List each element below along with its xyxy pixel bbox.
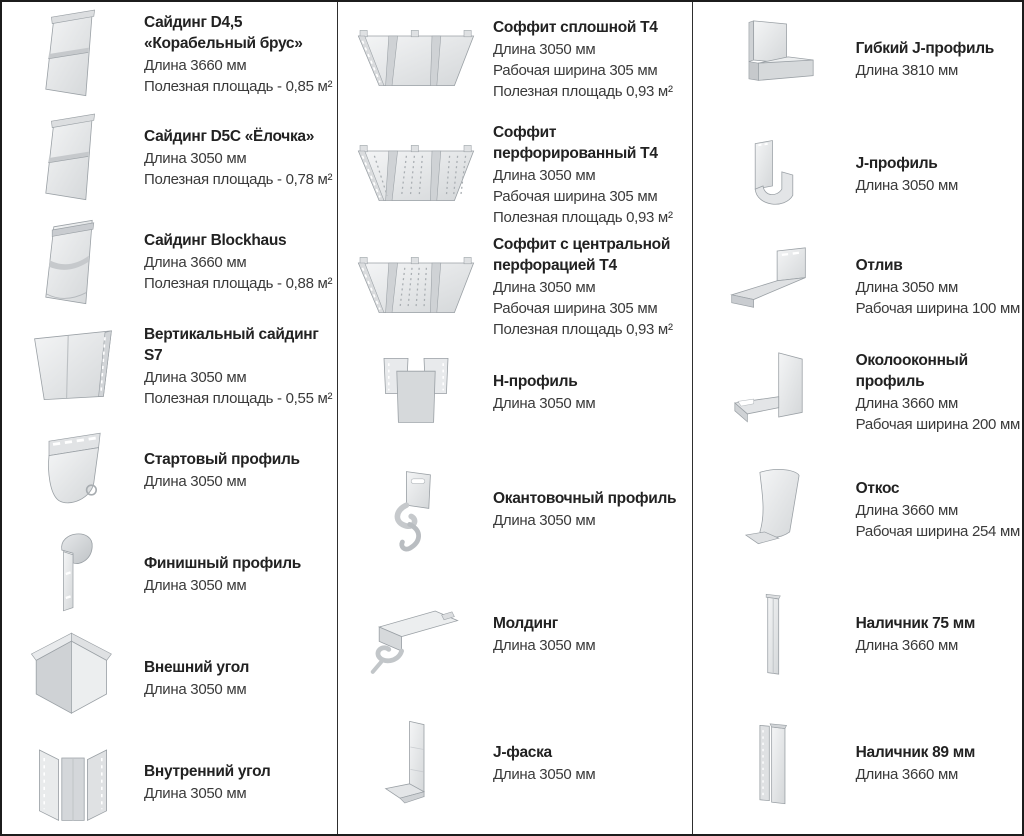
product-item	[693, 117, 1022, 232]
siding-panel-icon	[17, 110, 129, 206]
product-spec-line: Длина 3050 мм	[493, 279, 596, 296]
outer-corner-icon	[17, 630, 129, 726]
h-profile-image	[338, 344, 493, 440]
product-text	[144, 761, 337, 804]
product-text	[856, 153, 1022, 196]
drip-cap-image	[693, 240, 856, 334]
product-item	[693, 342, 1022, 442]
product-text	[493, 122, 692, 228]
product-specs	[493, 165, 690, 228]
siding-panel-icon	[17, 6, 129, 102]
product-text	[493, 234, 692, 340]
product-item	[2, 418, 337, 522]
vertical-siding-image	[2, 318, 144, 414]
inner-corner-image	[2, 734, 144, 830]
product-text	[144, 449, 337, 492]
soffit-center-perforated-image	[338, 239, 493, 335]
product-title: Наличник 89 мм	[855, 743, 976, 761]
product-spec-line: Рабочая ширина 200 мм	[855, 415, 1020, 433]
product-text	[493, 17, 692, 102]
product-specs	[493, 764, 690, 785]
casing-89-icon	[724, 716, 824, 810]
edging-profile-image	[338, 462, 493, 558]
product-title: Внешний угол	[144, 658, 250, 676]
product-specs	[144, 471, 335, 492]
product-specs	[493, 510, 690, 531]
j-profile-icon	[724, 128, 824, 222]
product-item	[693, 692, 1022, 834]
product-item	[338, 442, 692, 577]
product-spec-line: Длина 3660 мм	[144, 254, 247, 271]
product-text	[856, 613, 1022, 656]
product-text	[493, 488, 692, 531]
product-specs	[493, 39, 690, 102]
product-spec-line: Длина 3050 мм	[493, 394, 596, 412]
product-item	[2, 2, 337, 106]
start-profile-icon	[17, 422, 129, 518]
product-text	[144, 324, 337, 409]
product-text	[856, 478, 1022, 542]
siding-panel-image	[2, 6, 144, 102]
product-title: J-профиль	[855, 155, 938, 172]
product-item	[2, 522, 337, 626]
siding-panel-image	[2, 110, 144, 206]
product-title: Отлив	[855, 257, 903, 274]
soffit-center-perforated-icon	[342, 239, 490, 335]
product-spec-line: Длина 3660 мм	[855, 394, 958, 412]
product-text	[493, 613, 692, 656]
product-spec-line: Рабочая ширина 305 мм	[493, 187, 658, 205]
product-specs	[493, 635, 690, 656]
finish-profile-icon	[17, 526, 129, 622]
product-item	[338, 117, 692, 232]
flexible-j-profile-icon	[724, 13, 824, 107]
soffit-solid-icon	[342, 12, 490, 108]
window-surround-profile-image	[693, 345, 856, 439]
siding-blockhaus-icon	[17, 214, 129, 310]
product-title: Соффит сплошной Т4	[493, 19, 658, 36]
product-title: Соффит перфорированный Т4	[493, 123, 658, 162]
product-specs	[144, 252, 335, 294]
product-specs	[856, 500, 1020, 542]
product-item	[338, 2, 692, 117]
product-spec-line: Рабочая ширина 305 мм	[493, 300, 658, 317]
product-specs	[856, 635, 1020, 656]
product-spec-line: Полезная площадь 0,93 м²	[493, 208, 673, 226]
h-profile-icon	[342, 344, 490, 440]
product-title: Наличник 75 мм	[855, 615, 976, 632]
product-spec-line: Полезная площадь 0,93 м²	[493, 321, 673, 338]
product-spec-line: Длина 3050 мм	[144, 784, 247, 802]
product-title: Окантовочный профиль	[493, 490, 677, 507]
product-item	[693, 577, 1022, 692]
drip-cap-icon	[724, 240, 824, 334]
finish-profile-image	[2, 526, 144, 622]
product-specs	[144, 575, 335, 596]
start-profile-image	[2, 422, 144, 518]
product-title: Соффит с центральной перфорацией Т4	[493, 236, 671, 274]
product-spec-line: Длина 3660 мм	[855, 637, 958, 654]
product-text	[493, 742, 692, 785]
soffit-perforated-image	[338, 127, 493, 223]
j-profile-image	[693, 128, 856, 222]
product-title: Гибкий J-профиль	[855, 40, 995, 57]
soffit-perforated-icon	[342, 127, 490, 223]
product-specs	[493, 393, 690, 414]
product-spec-line: Длина 3050 мм	[493, 166, 596, 184]
product-text	[144, 553, 337, 596]
product-spec-line: Длина 3660 мм	[855, 765, 958, 783]
casing-89-image	[693, 716, 856, 810]
slope-profile-icon	[724, 463, 824, 557]
soffit-solid-image	[338, 12, 493, 108]
product-spec-line: Рабочая ширина 254 мм	[855, 522, 1020, 540]
edging-profile-icon	[342, 462, 490, 558]
flexible-j-profile-image	[693, 13, 856, 107]
product-title: Сайдинг D5C «Ёлочка»	[144, 128, 315, 145]
product-spec-line: Полезная площадь - 0,55 м²	[144, 389, 333, 407]
product-spec-line: Длина 3660 мм	[855, 501, 958, 519]
outer-corner-image	[2, 630, 144, 726]
product-specs	[144, 148, 335, 190]
product-spec-line: Рабочая ширина 305 мм	[493, 62, 658, 79]
product-item	[693, 232, 1022, 342]
product-item	[338, 692, 692, 834]
product-specs	[856, 393, 1020, 435]
product-spec-line: Полезная площадь - 0,88 м²	[144, 275, 333, 292]
window-surround-profile-icon	[724, 345, 824, 439]
product-item	[338, 577, 692, 692]
product-text	[856, 38, 1022, 81]
product-title: J-фаска	[493, 743, 552, 761]
molding-image	[338, 587, 493, 683]
casing-75-image	[693, 588, 856, 682]
product-specs	[856, 764, 1020, 785]
product-item	[2, 314, 337, 418]
product-item	[2, 730, 337, 834]
product-title: Н-профиль	[493, 372, 578, 390]
product-spec-line: Длина 3050 мм	[493, 765, 596, 783]
product-spec-line: Полезная площадь - 0,78 м²	[144, 171, 333, 188]
siding-blockhaus-image	[2, 214, 144, 310]
product-title: Финишный профиль	[144, 554, 301, 572]
product-title: Откос	[855, 479, 900, 497]
product-spec-line: Длина 3810 мм	[855, 62, 958, 79]
product-title: Молдинг	[493, 615, 558, 632]
product-item	[2, 210, 337, 314]
product-item	[693, 2, 1022, 117]
product-item	[338, 342, 692, 442]
catalog-column-3	[693, 2, 1022, 834]
product-title: Сайдинг Blockhaus	[144, 232, 287, 249]
product-title: Стартовый профиль	[144, 450, 300, 468]
product-spec-line: Длина 3050 мм	[144, 472, 247, 490]
product-title: Сайдинг D4,5 «Корабельный брус»	[144, 13, 303, 52]
slope-profile-image	[693, 463, 856, 557]
j-fascia-icon	[342, 715, 490, 811]
product-text	[856, 742, 1022, 785]
j-fascia-image	[338, 715, 493, 811]
product-spec-line: Длина 3660 мм	[144, 56, 247, 74]
product-spec-line: Длина 3050 мм	[144, 576, 247, 594]
casing-75-icon	[724, 588, 824, 682]
product-spec-line: Длина 3050 мм	[144, 368, 247, 386]
product-text	[856, 255, 1022, 319]
product-spec-line: Рабочая ширина 100 мм	[855, 300, 1020, 317]
product-spec-line: Длина 3050 мм	[855, 177, 958, 194]
product-title: Вертикальный сайдинг S7	[144, 325, 319, 364]
product-spec-line: Длина 3050 мм	[493, 512, 596, 529]
product-specs	[144, 679, 335, 700]
product-spec-line: Длина 3050 мм	[855, 279, 958, 296]
product-specs	[144, 367, 335, 409]
product-title: Внутренний угол	[144, 762, 271, 780]
product-item	[338, 232, 692, 342]
product-spec-line: Длина 3050 мм	[493, 637, 596, 654]
product-item	[2, 626, 337, 730]
product-specs	[144, 55, 335, 97]
product-spec-line: Длина 3050 мм	[144, 150, 247, 167]
vertical-siding-icon	[17, 318, 129, 414]
product-text	[856, 350, 1022, 435]
product-text	[493, 371, 692, 414]
product-specs	[856, 60, 1020, 81]
product-specs	[856, 277, 1020, 319]
product-spec-line: Полезная площадь 0,93 м²	[493, 83, 673, 100]
product-specs	[856, 175, 1020, 196]
catalog-column-2	[338, 2, 693, 834]
product-title: Околооконный профиль	[855, 351, 968, 390]
catalog-column-1	[2, 2, 338, 834]
product-text	[144, 230, 337, 294]
product-item	[2, 106, 337, 210]
product-specs	[144, 783, 335, 804]
inner-corner-icon	[17, 734, 129, 830]
product-text	[144, 126, 337, 190]
product-spec-line: Длина 3050 мм	[493, 41, 596, 58]
product-item	[693, 442, 1022, 577]
product-spec-line: Полезная площадь - 0,85 м²	[144, 77, 333, 95]
molding-icon	[342, 587, 490, 683]
product-text	[144, 657, 337, 700]
product-spec-line: Длина 3050 мм	[144, 680, 247, 698]
product-specs	[493, 277, 690, 340]
product-text	[144, 12, 337, 97]
